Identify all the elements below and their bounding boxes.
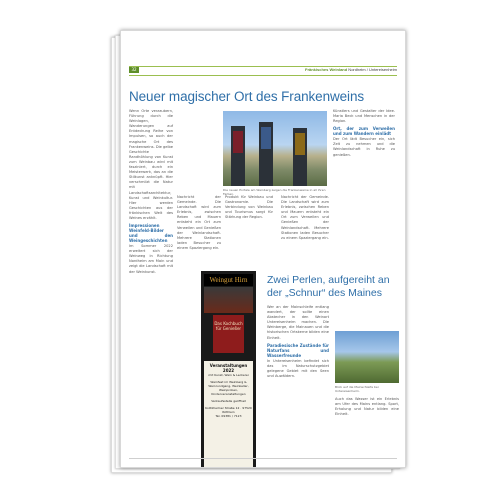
article1-col1-subhead: Impressionen Weinfeld-Bilder und den Weingeschichten (129, 223, 173, 244)
article1-column-3 (225, 195, 273, 220)
photo-banner-center (261, 127, 271, 149)
article1-title: Neuer magischer Ort des Frankenweins (129, 89, 364, 104)
ad-events-subtitle: mit Kunst, Wein & Leckerei (208, 373, 249, 377)
article1-col2-text: Nachricht der Gemeinde. Die Landschaft wird zum Erlebnis, zwischen Reben und Mauern entsteht ein Ort zum Verweilen und Genießen der Weinlandschaft. Mehrere Stationen laden Besucher zu einem Spaziergang ein. (177, 195, 221, 250)
photo-banner-left (233, 131, 243, 153)
ad-book-cover: Das Kochbuch für Genießer (213, 315, 244, 353)
article2-col1-text: Wer an der Mainschleife entlang wandert, der sollte einen Abstecher in den Weinort Untereisenheim machen. Die Weinberge, die Mainauen und die historischen Ortskerne bilden eine Einheit. (267, 305, 329, 340)
section-title (305, 67, 397, 73)
ad-address: Kolitzheimer Straße 12 · 97520 Röthlein (205, 406, 252, 414)
ad-events-title: Veranstaltungen 2022 (209, 363, 248, 373)
article1-photo (223, 111, 327, 186)
ad-info-panel (204, 361, 253, 468)
article1-column-3b (281, 195, 329, 241)
article2-col2-text: Auch das Wasser ist ein Erlebnis am Ufer des Mains entlang. Sport, Erholung und Natur bilden eine Einheit. (335, 397, 399, 417)
article2-title: Zwei Perlen, aufgereiht an der „Schnur“ des Maines (267, 274, 390, 299)
ad-photo (204, 287, 253, 313)
advertisement-weingut[interactable] (201, 271, 256, 468)
article1-col4-text2: Der Ort lädt Besucher ein, sich Zeit zu nehmen und die Weinlandschaft in Ruhe zu genießen. (333, 137, 395, 157)
ad-open: Verkaufsstelle geöffnet (211, 399, 246, 403)
article1-column-2 (177, 195, 221, 251)
section-brand: Fränkisches Weinland (305, 67, 348, 72)
article1-col1-text: Wenn Orte verzaubern, Führung durch die Weinlagen, Wanderungen auf Entdeckung Reihe von Impulsen, so auch der magische Ort des Frankenweins. Die gelbe Geschichte Randhöhlung von Kunst zum Weinbau wird mit fasziniert, durch ein Meisterwerk, das an die Stilkunst anknüpft. Hier verschmilzt die Natur mit Landschaftsarchitektur, Kunst und Weinkultur. Hier werden Geschichten aus der fränkischen Welt des Weines erzählt. (129, 109, 173, 220)
page-header (129, 66, 397, 76)
article2-photo-caption: Blick auf die Mainschleife bei Untereisenheim. (335, 385, 379, 393)
article1-photo-caption: Die neuen Portale am Weinberg zeigen die Frankenweine in all ihren Farben. (223, 188, 326, 196)
article1-col3-text: Produkt für Weinbau und Gastronomie. Die Verbindung von Weinbau und Tourismus sorgt für Stärkung der Region. (225, 195, 273, 220)
ad-phone: Tel. 09381 / 7123 (215, 414, 242, 418)
ad-logo: Weingut Hirn (204, 274, 253, 286)
section-rest: Nordheim / Untereisenheim (347, 67, 397, 72)
page-footer-rule (129, 458, 397, 459)
article1-col4-subhead: Ort, der zum Verweilen und zum Wandern einlädt (333, 126, 395, 137)
magazine-page (120, 30, 406, 468)
article2-column-1 (267, 305, 329, 379)
article1-column-4 (333, 109, 395, 158)
page-number: 32 (129, 67, 139, 73)
article2-photo (335, 331, 399, 383)
article2-column-2 (335, 397, 399, 417)
article1-col2-text-cont: Nachricht der Gemeinde. Die Landschaft wird zum Erlebnis, zwischen Reben und Mauern entsteht ein Ort zum Verweilen und Genießen der Weinlandschaft. Mehrere Stationen laden Besucher zu einem Spaziergang ein. (281, 195, 329, 240)
article1-column-1 (129, 109, 173, 275)
article1-col1-text2: Im Sommer 2022 erweitert sich der Weinweg in Richtung Nordheim am Main und zeigt die Landschaft mit der Weinkunst. (129, 244, 173, 274)
article1-col4-text: Künstlers und Gestalter der Idee. Maria Beck und Menschen in der Region. (333, 109, 395, 124)
article2-col1-text2: In Untereisenheim befindet sich das im Naturschutzgebiet gelegene Gebiet mit den Seen und Auwäldern. (267, 358, 329, 378)
photo-banner-right (295, 133, 305, 155)
article2-col1-subhead: Paradiesische Zustände für Naturfans und Wasserfreunde (267, 342, 329, 358)
ad-details: Weinfest im Weinberg & Weinrundgang, Weinkeller, Weinproben, Kinderveranstaltungen (208, 380, 249, 396)
